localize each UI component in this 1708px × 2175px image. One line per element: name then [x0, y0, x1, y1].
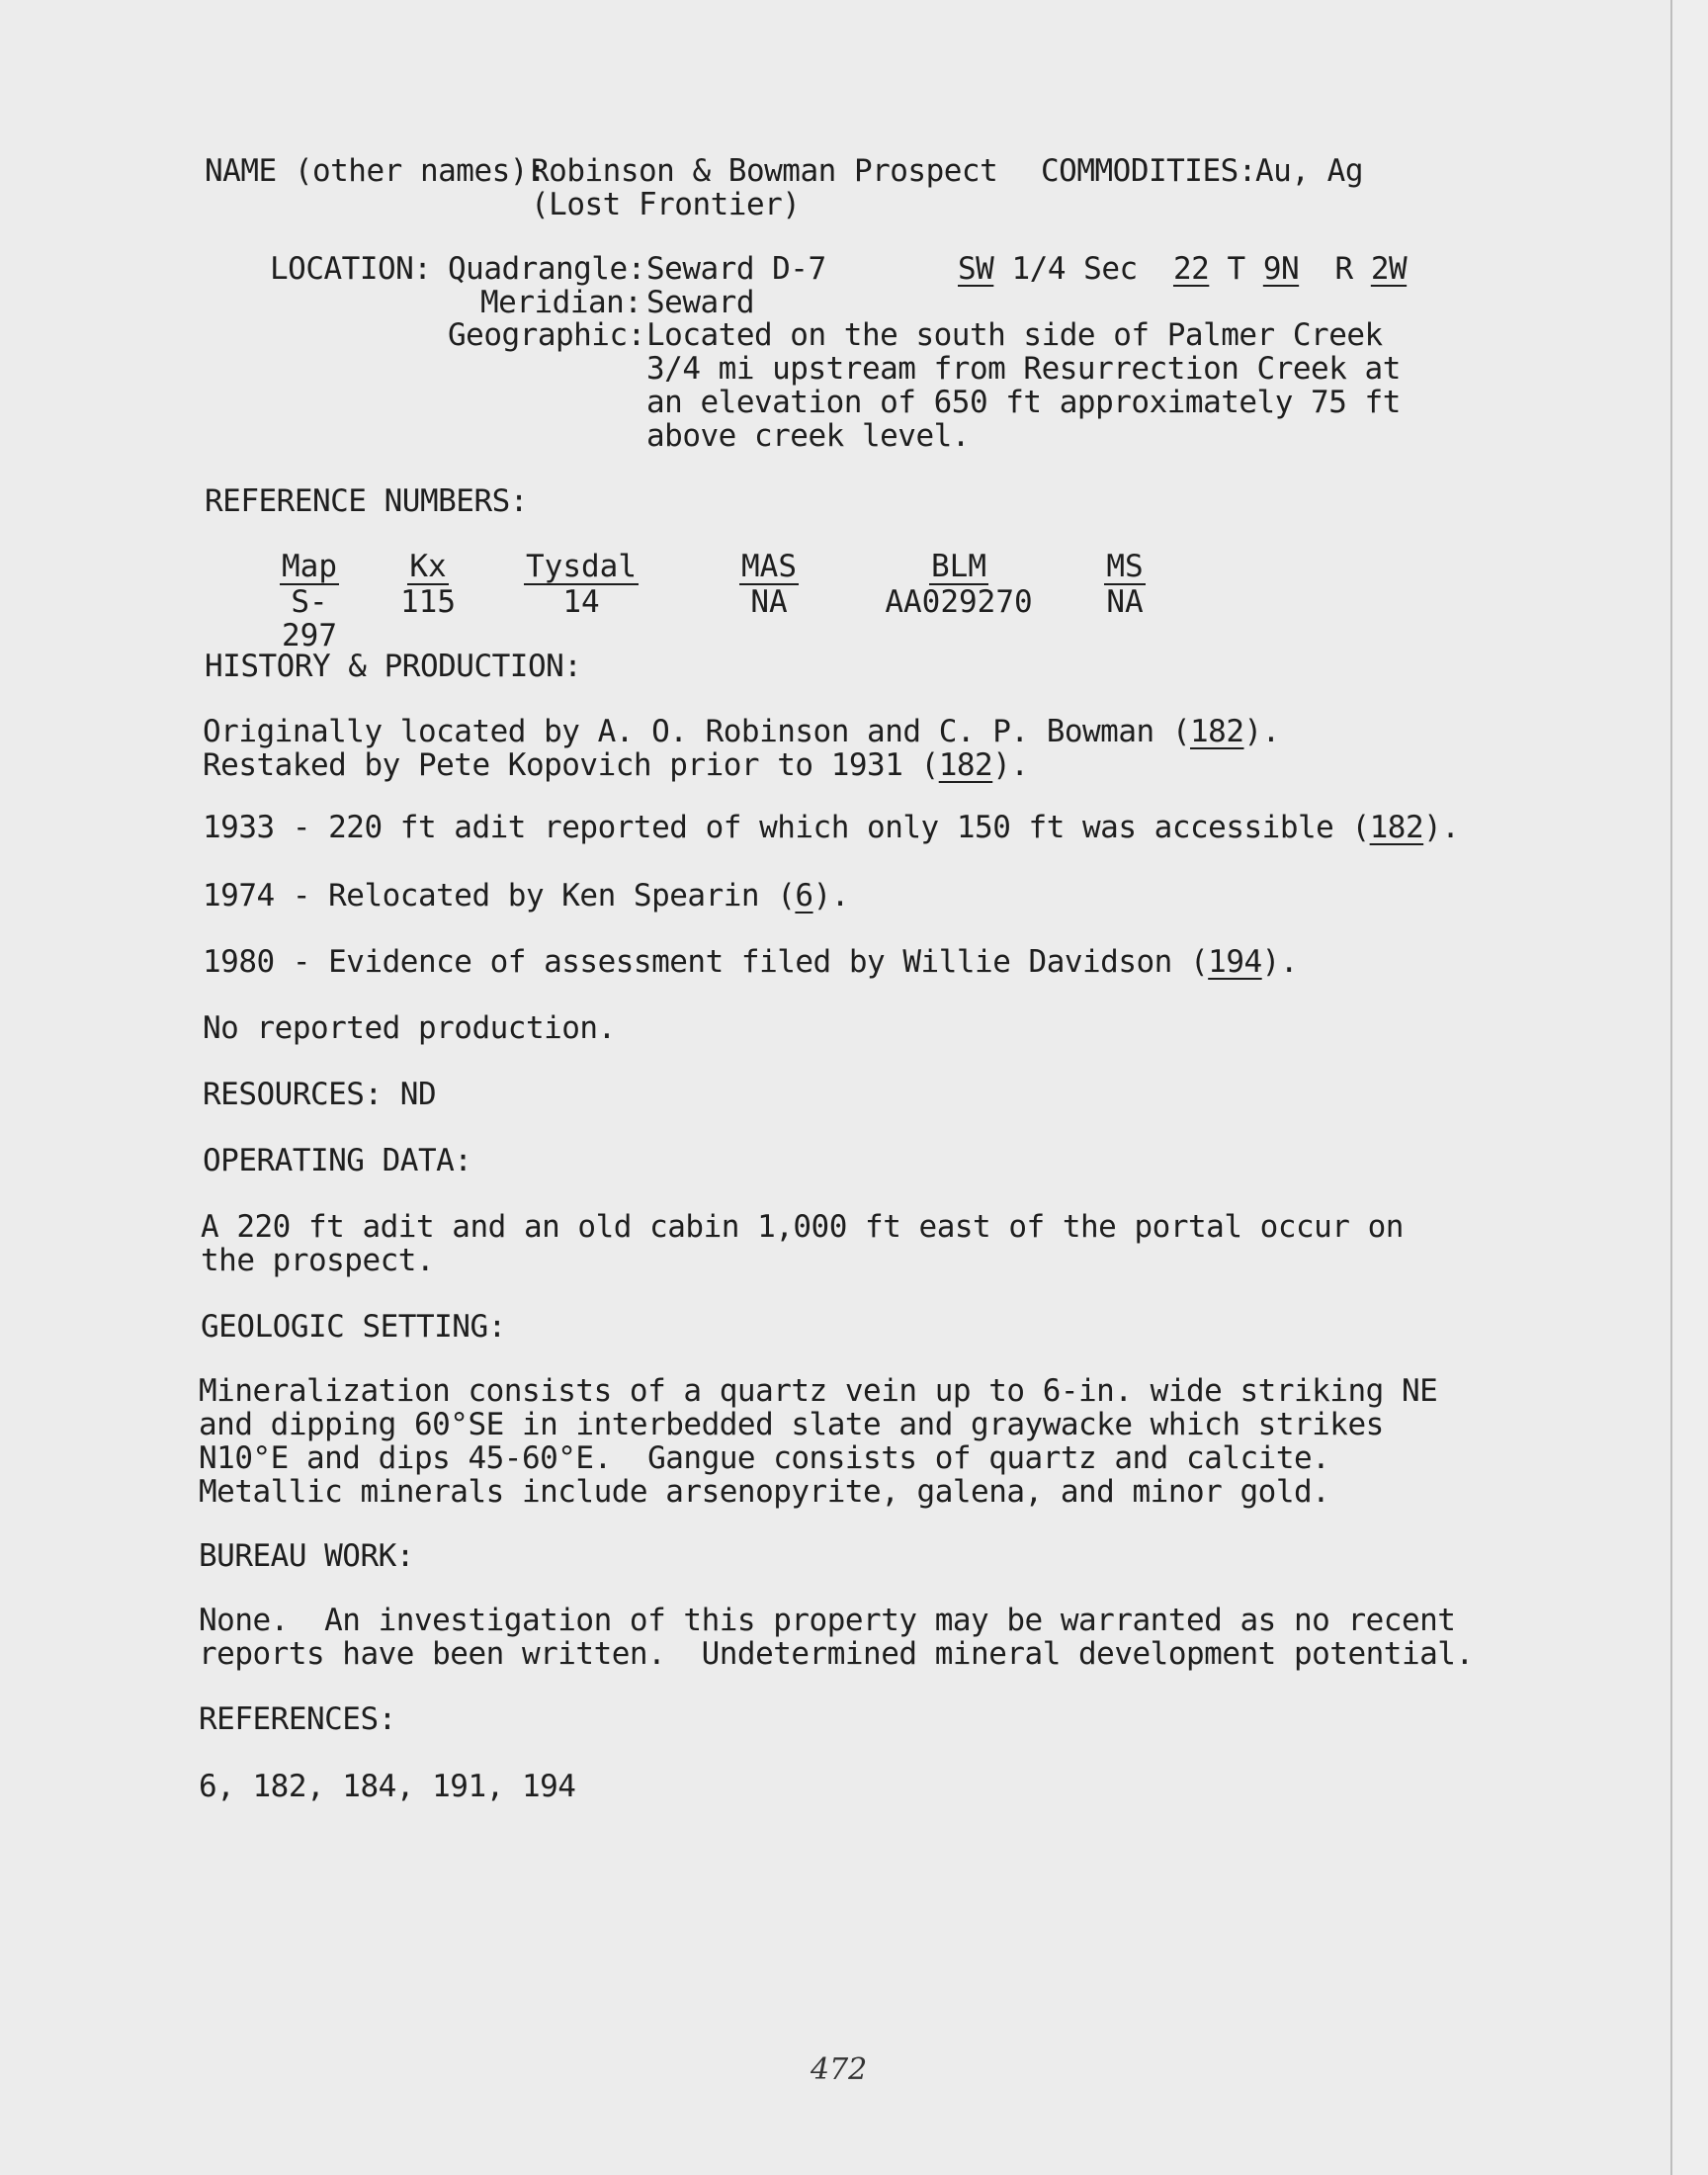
- commodities-value: Au, Ag: [1255, 153, 1363, 189]
- references-value: 6, 182, 184, 191, 194: [199, 1769, 576, 1804]
- history-line: 1974 - Relocated by Ken Spearin (6).: [203, 878, 849, 914]
- t-label: T: [1227, 251, 1245, 287]
- geologic-label: GEOLOGIC SETTING:: [201, 1309, 506, 1345]
- section-info: [958, 252, 1407, 286]
- operating-label: OPERATING DATA:: [203, 1143, 472, 1178]
- ref-value: 14: [562, 584, 600, 620]
- history-line: 1980 - Evidence of assessment filed by Willie Davidson (194).: [203, 944, 1298, 980]
- bureau-line: None. An investigation of this property may be warranted as no recent: [199, 1603, 1456, 1638]
- geologic-line: and dipping 60°SE in interbedded slate and graywacke which strikes: [199, 1407, 1384, 1442]
- ref-header: MAS: [741, 549, 797, 584]
- r-label: R: [1334, 251, 1353, 287]
- t-value: 9N: [1262, 251, 1300, 287]
- ref-col-tysdal: [522, 550, 640, 619]
- geographic-label: Geographic:: [448, 317, 645, 353]
- ref-header: MS: [1106, 549, 1144, 584]
- operating-line: the prospect.: [201, 1243, 435, 1278]
- geologic-line: N10°E and dips 45-60°E. Gangue consists of quartz and calcite.: [199, 1440, 1330, 1476]
- ref-value: S-297: [282, 584, 337, 653]
- history-label: HISTORY & PRODUCTION:: [205, 649, 582, 684]
- resources-line: RESOURCES: ND: [203, 1077, 437, 1112]
- ref-header: Tysdal: [526, 549, 637, 584]
- operating-line: A 220 ft adit and an old cabin 1,000 ft east of the portal occur on: [201, 1209, 1404, 1245]
- meridian-value: Seward: [646, 285, 754, 320]
- page-number: 472: [811, 2052, 868, 2087]
- history-line: Restaked by Pete Kopovich prior to 1931 (182).: [203, 747, 1029, 783]
- history-line: 1933 - 220 ft adit reported of which only 150 ft was accessible (182).: [203, 810, 1460, 845]
- quarter-value: SW: [958, 251, 994, 287]
- reference-numbers-label: REFERENCE NUMBERS:: [205, 483, 528, 519]
- location-label: LOCATION:: [270, 251, 432, 287]
- ref-value: NA: [750, 584, 788, 620]
- geographic-line: above creek level.: [646, 418, 970, 454]
- name-label: NAME (other names):: [205, 153, 547, 189]
- geographic-line: Located on the south side of Palmer Creek: [646, 317, 1383, 353]
- ref-col-blm: [885, 550, 1033, 619]
- ref-col-mas: [729, 550, 809, 619]
- ref-col-map: [265, 550, 354, 652]
- quarter-text: 1/4 Sec: [1011, 251, 1138, 287]
- ref-header: BLM: [931, 549, 986, 584]
- commodities-label: COMMODITIES:: [1041, 153, 1256, 189]
- ref-value: 115: [400, 584, 456, 620]
- bureau-label: BUREAU WORK:: [199, 1538, 414, 1574]
- r-value: 2W: [1370, 251, 1408, 287]
- geographic-line: an elevation of 650 ft approximately 75 ft: [646, 385, 1401, 420]
- geologic-line: Metallic minerals include arsenopyrite, galena, and minor gold.: [199, 1474, 1330, 1510]
- history-line: No reported production.: [203, 1010, 616, 1046]
- name-value: Robinson & Bowman Prospect: [531, 153, 998, 189]
- ref-col-kx: [393, 550, 463, 619]
- ref-col-ms: [1085, 550, 1164, 619]
- bureau-line: reports have been written. Undetermined mineral development potential.: [199, 1636, 1474, 1672]
- references-label: REFERENCES:: [199, 1701, 396, 1737]
- name-other: (Lost Frontier): [531, 187, 801, 222]
- geologic-line: Mineralization consists of a quartz vein up to 6-in. wide striking NE: [199, 1373, 1438, 1409]
- sec-value: 22: [1172, 251, 1210, 287]
- geographic-line: 3/4 mi upstream from Resurrection Creek at: [646, 351, 1401, 387]
- quadrangle-label: Quadrangle:: [448, 251, 645, 287]
- meridian-label: Meridian:: [480, 285, 642, 320]
- history-line: Originally located by A. O. Robinson and C. P. Bowman (182).: [203, 714, 1280, 749]
- ref-header: Map: [282, 549, 337, 584]
- ref-header: Kx: [409, 549, 447, 584]
- ref-value: NA: [1106, 584, 1144, 620]
- quadrangle-value: Seward D-7: [646, 251, 826, 287]
- ref-value: AA029270: [885, 584, 1033, 620]
